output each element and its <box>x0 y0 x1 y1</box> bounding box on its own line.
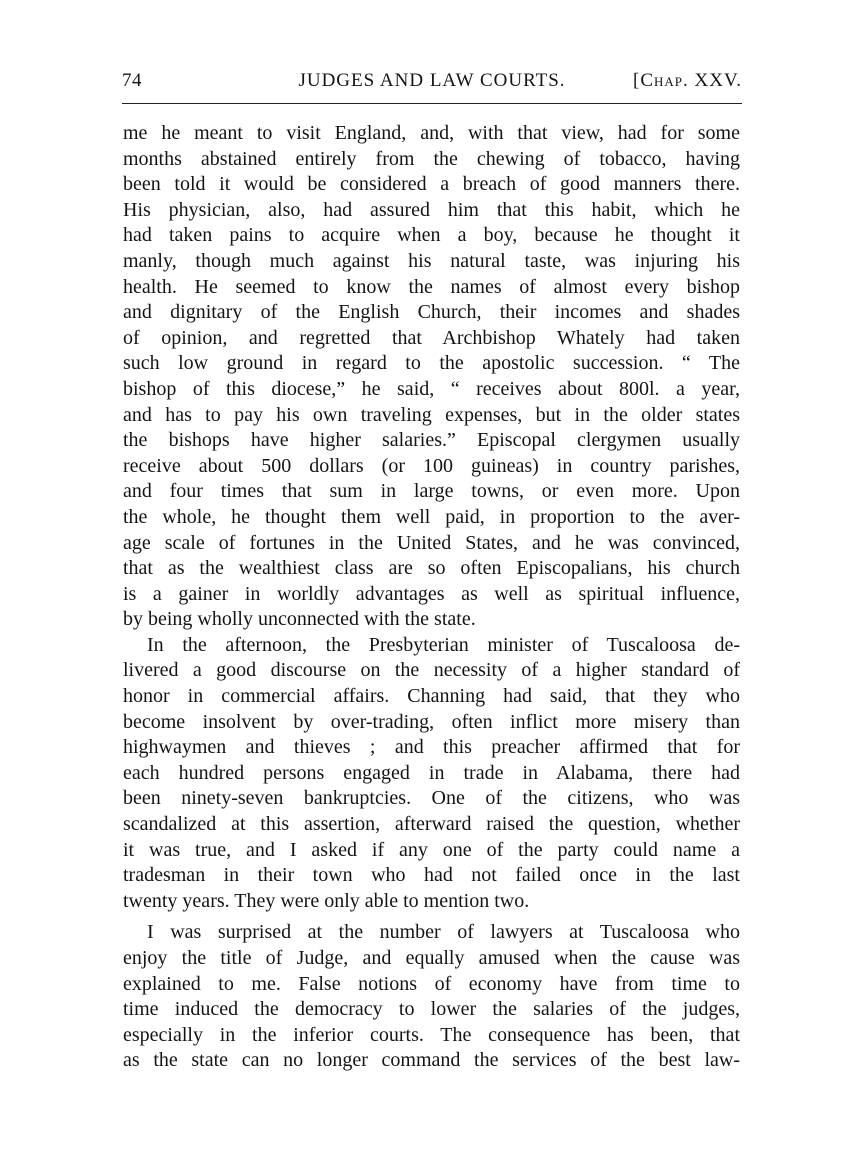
text-line: by being wholly unconnected with the state. <box>123 608 476 631</box>
paragraph-2 <box>123 633 740 915</box>
text-line: time induced the democracy to lower the salaries of the judges, <box>123 998 740 1021</box>
text-line: age scale of fortunes in the United States, and he was convinced, <box>123 531 740 554</box>
text-line: twenty years. They were only able to mention two. <box>123 889 530 912</box>
text-line: is a gainer in worldly advantages as well as spiritual influence, <box>123 582 740 605</box>
body-text <box>123 121 740 1074</box>
text-line: bishop of this diocese,” he said, “ receives about 800l. a year, <box>123 377 740 400</box>
text-line: health. He seemed to know the names of almost every bishop <box>123 275 740 298</box>
text-line: as the state can no longer command the services of the best law- <box>123 1049 740 1072</box>
text-line: become insolvent by over-trading, often inflict more misery than <box>123 710 740 733</box>
text-line: honor in commercial affairs. Channing had said, that they who <box>123 685 740 708</box>
text-line: livered a good discourse on the necessity of a higher standard of <box>123 659 740 682</box>
text-line: me he meant to visit England, and, with that view, had for some <box>123 122 740 144</box>
running-head <box>122 70 742 98</box>
text-line: scandalized at this assertion, afterward raised the question, whether <box>123 813 740 836</box>
chapter-reference: [Chap. XXV. <box>633 70 742 91</box>
text-line: months abstained entirely from the chewing of tobacco, having <box>123 147 740 170</box>
paragraph-3 <box>123 920 740 1074</box>
text-line: I was surprised at the number of lawyers at Tuscaloosa who <box>147 921 740 944</box>
text-line: In the afternoon, the Presbyterian minister of Tuscaloosa de- <box>147 633 740 656</box>
page-number: 74 <box>122 70 142 91</box>
text-line: of opinion, and regretted that Archbishop Whately had taken <box>123 326 740 349</box>
text-line: been ninety-seven bankruptcies. One of the citizens, who was <box>123 787 740 810</box>
text-line: it was true, and I asked if any one of the party could name a <box>123 838 740 861</box>
text-line: and has to pay his own traveling expenses, but in the older states <box>123 403 740 426</box>
text-line: His physician, also, had assured him that this habit, which he <box>123 198 740 221</box>
text-line: that as the wealthiest class are so often Episcopalians, his church <box>123 557 740 580</box>
running-title: JUDGES AND LAW COURTS. <box>298 70 566 91</box>
text-line: each hundred persons engaged in trade in Alabama, there had <box>123 761 740 784</box>
text-line: highwaymen and thieves ; and this preacher affirmed that for <box>123 736 740 759</box>
text-line: and dignitary of the English Church, their incomes and shades <box>123 301 740 324</box>
text-line: had taken pains to acquire when a boy, because he thought it <box>123 224 740 247</box>
text-line: and four times that sum in large towns, or even more. Upon <box>123 480 740 503</box>
text-line: enjoy the title of Judge, and equally amused when the cause was <box>123 947 740 969</box>
text-line: explained to me. False notions of economy have from time to <box>123 972 740 995</box>
text-line: the whole, he thought them well paid, in proportion to the aver- <box>123 505 740 528</box>
text-line: receive about 500 dollars (or 100 guineas) in country parishes, <box>123 454 740 477</box>
text-line: the bishops have higher salaries.” Episcopal clergymen usually <box>123 429 740 452</box>
text-line: especially in the inferior courts. The consequence has been, that <box>123 1023 740 1046</box>
text-line: been told it would be considered a breach of good manners there. <box>123 173 740 196</box>
text-line: tradesman in their town who had not failed once in the last <box>123 864 740 887</box>
paragraph-1 <box>123 121 740 633</box>
header-rule <box>122 103 742 104</box>
text-line: manly, though much against his natural taste, was injuring his <box>123 249 740 272</box>
text-line: such low ground in regard to the apostolic succession. “ The <box>123 352 740 375</box>
